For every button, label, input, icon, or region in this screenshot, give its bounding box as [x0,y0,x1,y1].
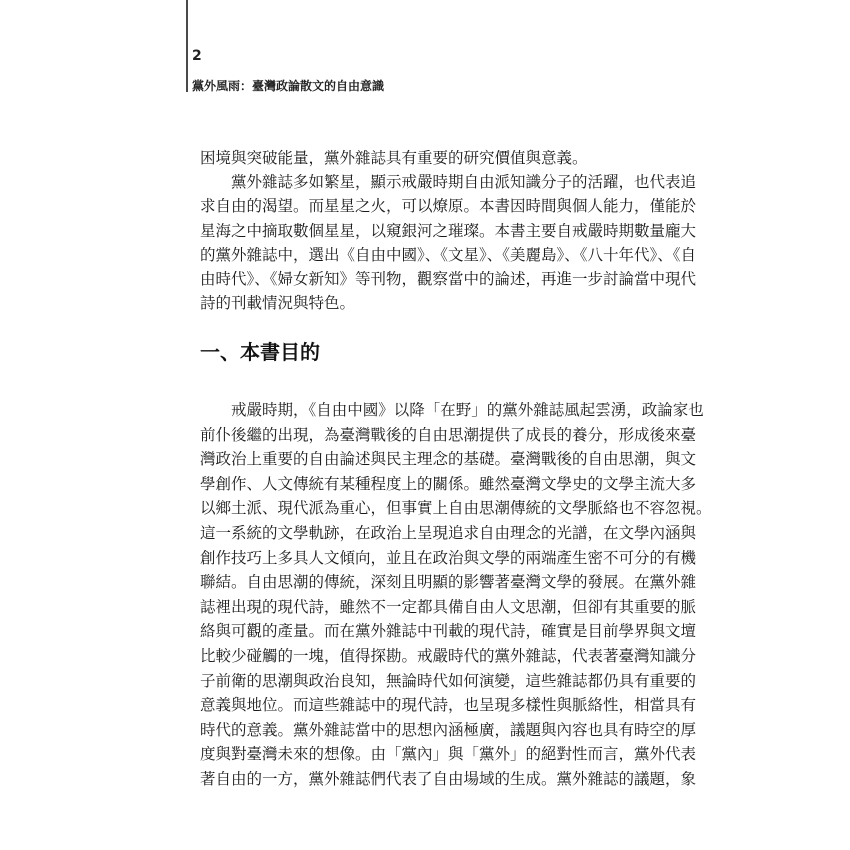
section-heading: 一、本書目的 [200,340,320,364]
running-title: 黨外風雨：臺灣政論散文的自由意識 [192,79,385,93]
body-line: 絡與可觀的產量。而在黨外雜誌中刊載的現代詩，確實是目前學界與文壇 [200,622,697,641]
margin-rule [186,0,188,92]
intro-paragraph [200,146,697,315]
intro-line: 求自由的渴望。而星星之火，可以燎原。本書因時間與個人能力，僅能於 [200,197,697,216]
body-line: 聯結。自由思潮的傳統，深刻且明顯的影響著臺灣文學的發展。在黨外雜 [200,573,697,592]
body-line: 時代的意義。黨外雜誌當中的思想內涵極廣，議題與內容也具有時空的厚 [200,720,697,739]
body-line: 前仆後繼的出現，為臺灣戰後的自由思潮提供了成長的養分，形成後來臺 [200,425,697,444]
body-line: 意義與地位。而這些雜誌中的現代詩，也呈現多樣性與脈絡性，相當具有 [200,696,697,715]
body-line: 學創作、人文傳統有某種程度上的關係。雖然臺灣文學史的文學主流大多 [200,474,697,493]
body-line: 比較少碰觸的一塊，值得探勘。戒嚴時代的黨外雜誌，代表著臺灣知識分 [200,646,697,665]
body-line: 創作技巧上多具人文傾向，並且在政治與文學的兩端產生密不可分的有機 [200,548,697,567]
body-line: 戒嚴時期，《自由中國》以降「在野」的黨外雜誌風起雲湧，政論家也 [231,401,704,419]
intro-line: 困境與突破能量，黨外雜誌具有重要的研究價值與意義。 [200,149,588,167]
body-line: 這一系統的文學軌跡，在政治上呈現追求自由理念的光譜，在文學內涵與 [200,523,697,542]
body-line: 以鄉土派、現代派為重心，但事實上自由思潮傳統的文學脈絡也不容忽視。 [200,499,712,518]
main-paragraph [200,398,712,792]
intro-line: 的黨外雜誌中，選出《自由中國》、《文星》、《美麗島》、《八十年代》、《自 [200,245,697,264]
body-line: 誌裡出現的現代詩，雖然不一定都具備自由人文思潮，但卻有其重要的脈 [200,597,697,616]
body-line: 灣政治上重要的自由論述與民主理念的基礎。臺灣戰後的自由思潮，與文 [200,450,697,469]
page-number: 2 [192,48,202,64]
intro-line: 星海之中摘取數個星星，以窺銀河之璀璨。本書主要自戒嚴時期數量龐大 [200,221,697,240]
body-line: 子前衛的思潮與政治良知，無論時代如何演變，這些雜誌都仍具有重要的 [200,671,697,690]
body-line: 著自由的一方，黨外雜誌們代表了自由場域的生成。黨外雜誌的議題，象 [200,769,697,788]
body-line: 度與對臺灣未來的想像。由「黨內」與「黨外」的絕對性而言，黨外代表 [200,745,697,764]
intro-line: 黨外雜誌多如繁星，顯示戒嚴時期自由派知識分子的活躍，也代表追 [231,173,697,192]
intro-line: 詩的刊載情況與特色。 [200,294,356,313]
intro-line: 由時代》、《婦女新知》等刊物，觀察當中的論述，再進一步討論當中現代 [200,269,697,288]
